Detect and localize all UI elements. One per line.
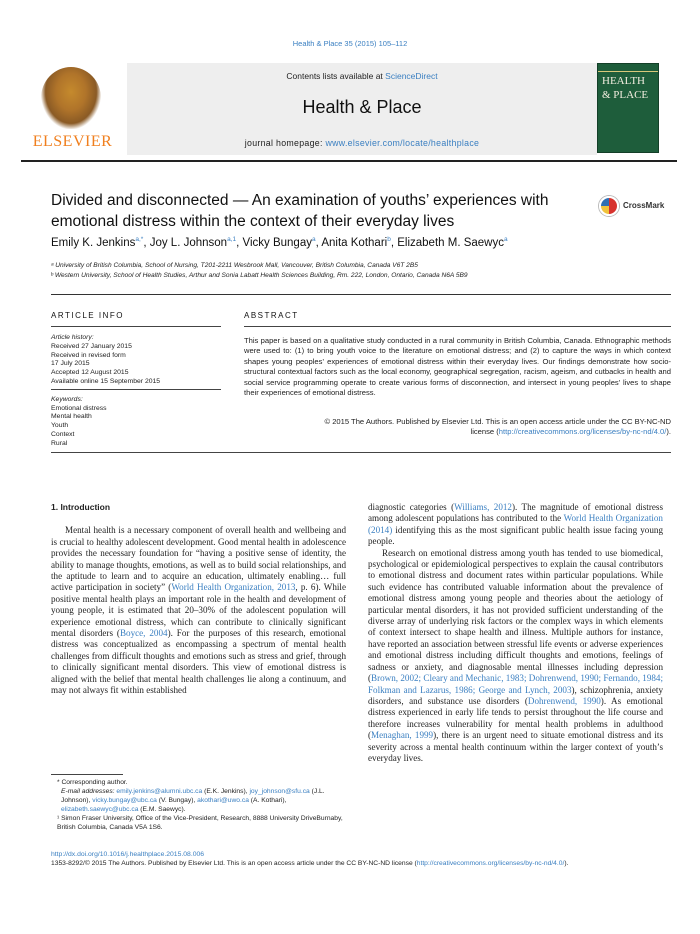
license-link[interactable]: http://creativecommons.org/licenses/by-nc-nd/4.0/ <box>498 427 667 437</box>
email-link[interactable]: elizabeth.saewyc@ubc.ca <box>61 805 139 813</box>
keyword: Mental health <box>51 413 92 421</box>
footnotes <box>51 779 346 832</box>
citation-link[interactable]: World Health Organization (2014) <box>368 513 663 535</box>
journal-homepage: journal homepage: www.elsevier.com/locate/healthplace <box>244 138 480 148</box>
citation-link[interactable]: Menaghan, 1999 <box>371 730 434 741</box>
email-link[interactable]: vicky.bungay@ubc.ca <box>92 796 157 804</box>
abstract-text: This paper is based on a qualitative study conducted in a rural community in British Columbia, Canada. Ethnographic methods were used to: (1) to bring youth voice to the literature on emotional distress; and (2) to capture the ways in which context shapes young peoples’ experiences of emotional distress within their everyday lives. Our findings demonstrate how socio-structural contextual factors such as the local economy, geographical segregation, racism, ageism, and cutbacks in health and social service programming operate to create various forms of disconnection, and intersect in young peoples’ lives to shape their experiences of emotional distress. <box>244 336 671 398</box>
body-column-left <box>51 502 346 697</box>
front-matter-divider <box>51 452 671 453</box>
section-heading-introduction: 1. Introduction <box>51 502 111 512</box>
elsevier-tree-icon <box>41 67 101 129</box>
elsevier-logo <box>21 63 124 155</box>
issn-license-line: 1353-8292/© 2015 The Authors. Published by Elsevier Ltd. This is an open access article under the CC BY-NC-ND license (http://creativecommons.org/licenses/by-nc-nd/4.0/). <box>51 860 569 867</box>
author: Emily K. Jenkins <box>51 236 136 249</box>
email-link[interactable]: akothari@uwo.ca <box>197 796 249 804</box>
article-title: Divided and disconnected — An examination of youths’ experiences with emotional distress within the context of their everyday lives <box>51 192 549 230</box>
paragraph: Mental health is a necessary component of overall health and wellbeing and is crucial to healthy adolescent development. Good mental health in adolescence provides the necessary foundation for “having a positive sense of identity, the ability to manage thoughts, emotions, as well as to build social relationships, and the aptitude to learn and to acquire an education, ultimately enabling… full active participation in society” (World Health Organization, 2013, p. 6). While positive mental health plays an important role in the health and development of young people, it is estimated that 20–30% of the adolescent population will experience emotional distress, which can contribute to clinically significant mental disorders (Boyce, 2004). For the purposes of this research, emotional distress was conceptualized as encompassing a spectrum of mental health challenges from difficult thoughts and emotions such as stress and grief, through to clinically significant mental disorders. This view of emotional distress is aligned with the belief that mental health challenges lie along a continuum, and may not always fit within established <box>51 525 346 696</box>
license-link[interactable]: http://creativecommons.org/licenses/by-nc-nd/4.0/ <box>416 860 565 867</box>
affiliation-footnote: ¹ Simon Fraser University, Office of the Vice-President, Research, 8888 University DriveBurnaby, British Columbia, Canada V5A 1S6. <box>57 814 343 831</box>
affiliations <box>51 261 671 280</box>
abstract-heading: ABSTRACT <box>244 311 299 320</box>
keyword: Rural <box>51 439 68 447</box>
abstract-copyright: © 2015 The Authors. Published by Elsevier Ltd. This is an open access article under the CC BY-NC-ND license (http://creativecommons.org/licenses/by-nc-nd/4.0/). <box>324 417 671 437</box>
author: Joy L. Johnson <box>149 236 228 249</box>
crossmark-button[interactable]: CrossMark <box>599 196 669 218</box>
history-item: Received 27 January 2015 <box>51 342 132 350</box>
citation-link[interactable]: Boyce, 2004 <box>119 628 168 639</box>
paragraph: diagnostic categories (Williams, 2012). The magnitude of emotional distress among adolescent populations has contributed to the World Health Organization (2014) identifying this as the most significant public health issue facing young people. <box>368 502 663 547</box>
doi-link[interactable]: http://dx.doi.org/10.1016/j.healthplace.2015.08.006 <box>51 851 205 858</box>
citation-link[interactable]: Dohrenwend, 1990 <box>527 695 601 706</box>
footnote-divider <box>51 774 123 775</box>
history-item: 17 July 2015 <box>51 360 90 368</box>
header-divider <box>21 160 677 162</box>
abstract-rule <box>244 326 671 327</box>
contents-line: Contents lists available at ScienceDirect <box>286 71 438 81</box>
author: Anita Kothari <box>321 236 388 249</box>
email-link[interactable]: emily.jenkins@alumni.ubc.ca <box>116 787 203 795</box>
journal-title: Health & Place <box>302 97 422 117</box>
keyword: Emotional distress <box>51 404 107 412</box>
author-list: Emily K. Jenkins$^{a,*}$, Joy L. Johnson$^{a,1}$, Vicky Bungay$^a$, Anita Kothari$^b$, Elizabeth M. Saewyc$^a$ <box>51 236 508 249</box>
citation-link[interactable]: Brown, 2002; Cleary and Mechanic, 1983; Dohrenwend, 1990; Fernando, 1984; Folkman and Lazarus, 1986; George and Lynch, 2003 <box>368 673 663 695</box>
history-rule <box>51 389 221 390</box>
history-item: Accepted 12 August 2015 <box>51 369 129 377</box>
article-info <box>51 334 221 449</box>
journal-cover-thumbnail: HEALTH & PLACE <box>597 63 659 153</box>
author: Elizabeth M. Saewyc <box>397 236 504 249</box>
affiliation-b: ᵇ Western University, School of Health Studies, Arthur and Sonia Labatt Health Sciences Building, Rm. 222, London, Ontario, Canada N6A 5B9 <box>51 271 468 279</box>
journal-header <box>21 63 677 159</box>
article-info-rule <box>51 326 221 327</box>
history-item: Available online 15 September 2015 <box>51 377 161 385</box>
keyword: Context <box>51 430 75 438</box>
citation-link[interactable]: World Health Organization, 2013 <box>171 582 296 593</box>
affiliation-a: ᵃ University of British Columbia, School of Nursing, T201-2211 Wesbrook Mall, Vancouver, British Columbia, Canada V6T 2B5 <box>51 262 418 269</box>
journal-banner <box>127 63 597 155</box>
body-column-right <box>368 502 663 764</box>
crossmark-icon <box>599 196 619 216</box>
corresponding-author-note: * Corresponding author. <box>57 779 128 786</box>
homepage-link[interactable]: www.elsevier.com/locate/healthplace <box>325 138 480 148</box>
history-item: Received in revised form <box>51 351 126 359</box>
email-link[interactable]: joy_johnson@sfu.ca <box>249 787 310 795</box>
publisher-name: ELSEVIER <box>32 133 113 150</box>
article-info-heading: ARTICLE INFO <box>51 311 124 320</box>
journal-citation[interactable]: Health & Place 35 (2015) 105–112 <box>292 39 408 48</box>
affiliation-divider <box>51 294 671 295</box>
keywords-label: Keywords: <box>51 395 83 403</box>
sciencedirect-link[interactable]: ScienceDirect <box>385 71 438 81</box>
email-addresses: E-mail addresses: emily.jenkins@alumni.ubc.ca (E.K. Jenkins), joy_johnson@sfu.ca (J.L. Johnson), vicky.bungay@ubc.ca (V. Bungay), akothari@uwo.ca (A. Kothari), elizabeth.saewyc@ubc.ca (E.M. Saewyc). <box>61 787 325 813</box>
citation-link[interactable]: Williams, 2012 <box>454 502 512 512</box>
history-label: Article history: <box>51 334 94 341</box>
author: Vicky Bungay <box>242 236 312 249</box>
keyword: Youth <box>51 422 69 430</box>
paragraph: Research on emotional distress among youth has tended to use biomedical, psychological or epidemiological perspectives to explain the causal contributors to emotional distress and document rates within particular populations. While such evidence has contributed valuable information about the prevalence of emotional distress among young people and theories about the aetiology of particular mental disorders, it has not provided sufficient understanding of the diverse array of underlying risk factors or the complex ways in which elements of context intersect to shape health and illness. Multiple authors for instance, have reported an association between stressful life events or adverse experiences and emotional distress including difficult thoughts and emotions, feelings of sadness or anxiety, and diagnosable mental illnesses including depression (Brown, 2002; Cleary and Mechanic, 1983; Dohrenwend, 1990; Fernando, 1984; Folkman and Lazarus, 1986; George and Lynch, 2003), schizophrenia, anxiety disorders, and substance use disorders (Dohrenwend, 1990). As emotional distress experienced in early life tends to persist throughout the life course and therefore increases vulnerability for mental health problems in adulthood (Menaghan, 1999), there is an urgent need to situate emotional distress and its severity across a mental health continuum within the larger context of youth’s everyday lives. <box>368 547 664 763</box>
